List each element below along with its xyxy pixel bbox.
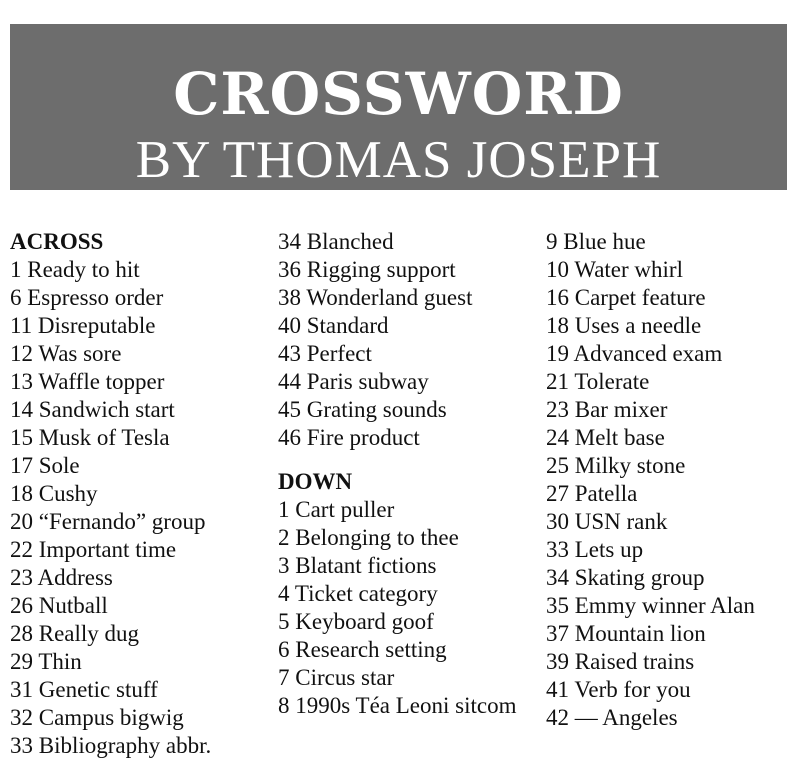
across-clue: 26 Nutball: [10, 593, 108, 618]
across-clue: 20 “Fernando” group: [10, 509, 206, 534]
down-clue: 35 Emmy winner Alan: [546, 593, 755, 618]
across-clue: 23 Address: [10, 565, 113, 590]
across-clue: 18 Cushy: [10, 481, 98, 506]
across-clue: 32 Campus bigwig: [10, 705, 184, 730]
down-clue: 42 — Angeles: [546, 705, 678, 730]
across-clue: 38 Wonderland guest: [278, 285, 473, 310]
clue-column-3: [546, 228, 791, 732]
down-clue: 27 Patella: [546, 481, 638, 506]
down-clue: 1 Cart puller: [278, 497, 395, 522]
down-clue: 7 Circus star: [278, 665, 395, 690]
across-clue: 34 Blanched: [278, 229, 394, 254]
across-clue: 15 Musk of Tesla: [10, 425, 170, 450]
down-clue: 41 Verb for you: [546, 677, 691, 702]
across-clue: 43 Perfect: [278, 341, 372, 366]
down-clue: 39 Raised trains: [546, 649, 695, 674]
down-clue: 4 Ticket category: [278, 581, 438, 606]
down-clue: 18 Uses a needle: [546, 313, 702, 338]
down-clue: 9 Blue hue: [546, 229, 646, 254]
across-clue: 14 Sandwich start: [10, 397, 175, 422]
across-clue: 40 Standard: [278, 313, 389, 338]
clue-column-1: [10, 228, 265, 760]
section-spacer: [278, 452, 536, 468]
across-clue: 1 Ready to hit: [10, 257, 140, 282]
across-clue: 22 Important time: [10, 537, 177, 562]
across-clue: 46 Fire product: [278, 425, 420, 450]
puzzle-byline: BY THOMAS JOSEPH: [135, 131, 662, 189]
down-clue: 25 Milky stone: [546, 453, 686, 478]
title-banner: [10, 24, 787, 190]
across-clue: 28 Really dug: [10, 621, 140, 646]
down-clue: 19 Advanced exam: [546, 341, 723, 366]
down-heading: DOWN: [278, 469, 353, 494]
across-clue: 17 Sole: [10, 453, 80, 478]
down-clue: 5 Keyboard goof: [278, 609, 434, 634]
down-clue: 3 Blatant fictions: [278, 553, 437, 578]
down-clue: 8 1990s Téa Leoni sitcom: [278, 693, 517, 718]
across-clue: 33 Bibliography abbr.: [10, 733, 212, 758]
down-clue: 23 Bar mixer: [546, 397, 668, 422]
across-heading: ACROSS: [10, 229, 104, 254]
across-clue: 6 Espresso order: [10, 285, 164, 310]
clue-column-2: [278, 228, 536, 720]
across-clue: 45 Grating sounds: [278, 397, 447, 422]
down-clue: 24 Melt base: [546, 425, 665, 450]
across-clue: 13 Waffle topper: [10, 369, 165, 394]
down-clue: 30 USN rank: [546, 509, 668, 534]
down-clue: 21 Tolerate: [546, 369, 650, 394]
down-clue: 34 Skating group: [546, 565, 705, 590]
down-clue: 6 Research setting: [278, 637, 447, 662]
across-clue: 12 Was sore: [10, 341, 122, 366]
down-clue: 33 Lets up: [546, 537, 644, 562]
across-clue: 11 Disreputable: [10, 313, 156, 338]
across-clue: 31 Genetic stuff: [10, 677, 158, 702]
across-clue: 29 Thin: [10, 649, 82, 674]
down-clue: 16 Carpet feature: [546, 285, 706, 310]
down-clue: 10 Water whirl: [546, 257, 683, 282]
across-clue: 44 Paris subway: [278, 369, 429, 394]
across-clue: 36 Rigging support: [278, 257, 456, 282]
puzzle-title: CROSSWORD: [173, 60, 624, 128]
down-clue: 37 Mountain lion: [546, 621, 706, 646]
down-clue: 2 Belonging to thee: [278, 525, 459, 550]
